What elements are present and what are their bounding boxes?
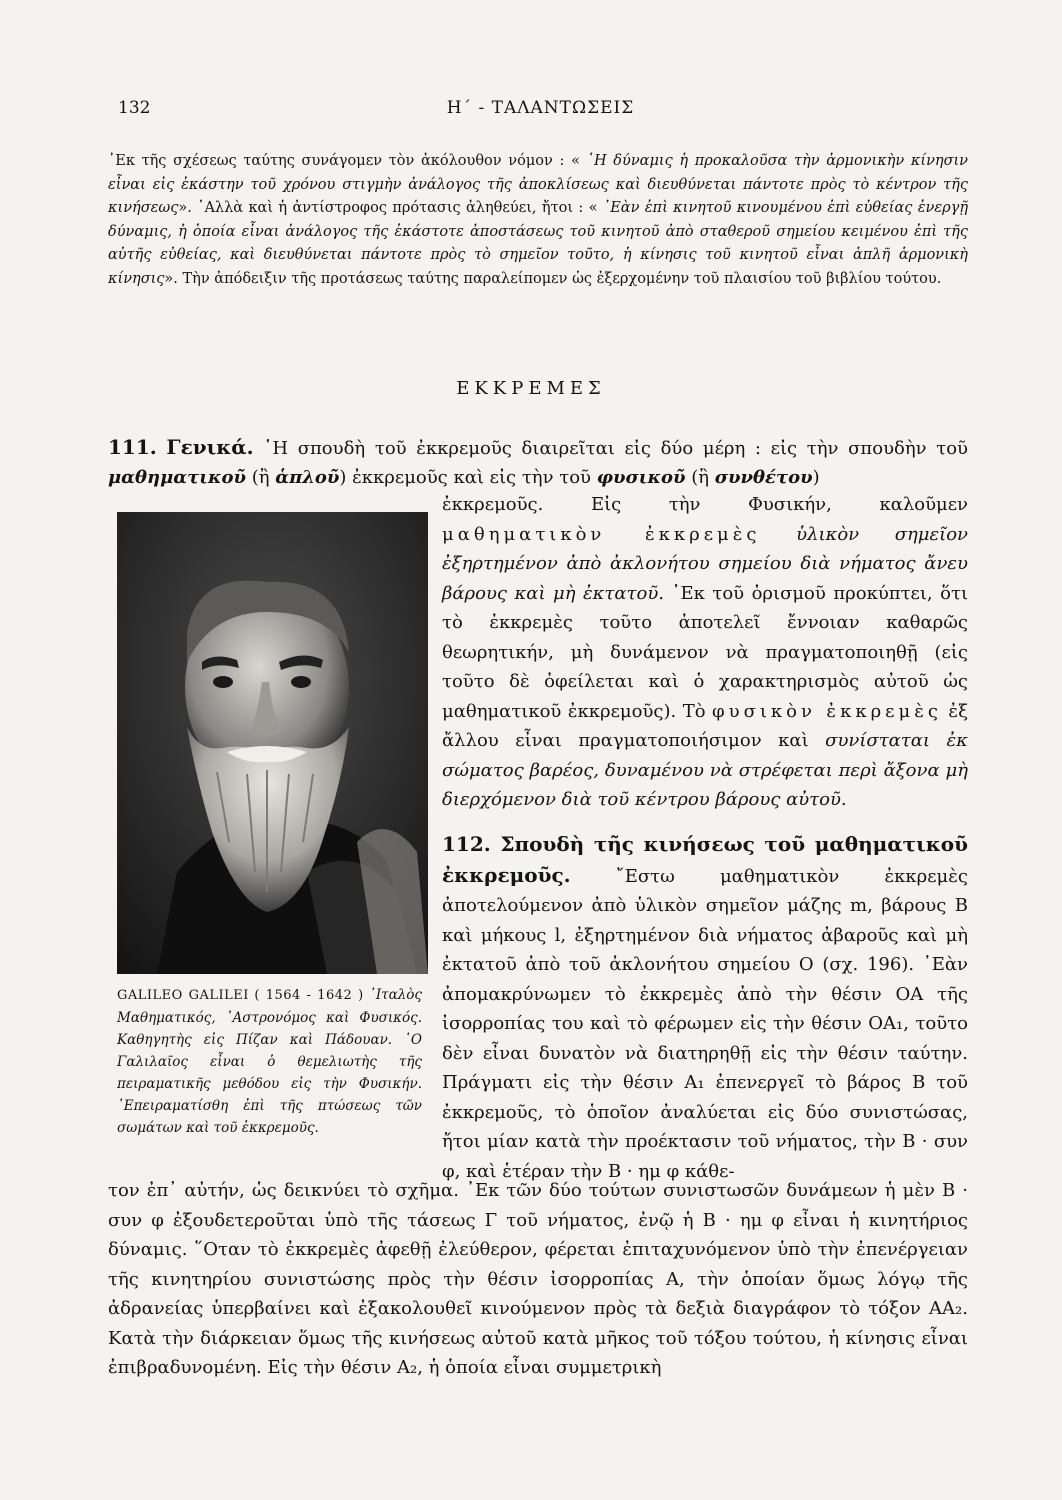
section-title: ΕΚΚΡΕΜΕΣ — [456, 378, 606, 399]
page-header — [118, 98, 963, 126]
portrait-image — [117, 512, 428, 974]
intro-paragraph — [108, 150, 968, 291]
section-111-body — [442, 490, 968, 815]
page-number: 132 — [118, 98, 151, 118]
section-112-body: ῎Εστω μαθηματικὸν ἐκκρεμὲς ἀποτελούμενον ἀπὸ ὑλικὸν σημεῖον μάζης m, βάρους Β καὶ μήκους l, ἐξηρτημένον διὰ νήματος ἀβαροῦς καὶ μὴ ἐκτατοῦ ἀπὸ τοῦ ἀκλονήτου σημείου Ο (σχ. 196). ᾿Εὰν ἀπομακρύνωμεν τὸ ἐκκρεμὲς ἀπὸ τὴν θέσιν ΟΑ τῆς ἰσορροπίας του καὶ τὸ φέρωμεν εἰς τὴν θέσιν ΟΑ₁, τοῦτο δὲν εἶναι δυνατὸν νὰ διατηρηθῇ εἰς τὴν θέσιν ταύτην. Πράγματι εἰς τὴν θέσιν Α₁ ἐπενεργεῖ τὸ βάρος Β τοῦ ἐκκρεμοῦς, τὸ ὁποῖον ἀναλύεται εἰς δύο συνιστώσας, ἤτοι μίαν κατὰ τὴν προέκτασιν τοῦ νήματος, τὴν Β · συν φ, καὶ ἑτέραν τὴν Β · ημ φ κάθε- — [442, 865, 968, 1182]
s111-spaced-2: φυσικὸν ἐκκρεμὲς — [712, 700, 942, 722]
s111-e2: ἁπλοῦ — [275, 467, 340, 488]
section-111-number: 111. — [108, 435, 157, 459]
galileo-portrait — [117, 512, 428, 974]
s111-t5: ) — [812, 467, 820, 488]
caption-years: ( 1564 - 1642 ) — [254, 988, 364, 1003]
section-112 — [442, 830, 968, 1186]
intro-end: ». Τὴν ἀπόδειξιν τῆς προτάσεως ταύτης παραλείπομεν ὡς ἐξερχομένην τοῦ πλαισίου τοῦ βιβλίου τούτου. — [164, 270, 942, 287]
bottom-paragraph: τον ἐπ᾿ αὐτήν, ὡς δεικνύει τὸ σχῆμα. ᾿Εκ τῶν δύο τούτων συνιστωσῶν δυνάμεων ἡ μὲν Β · συν φ ἐξουδετεροῦται ὑπὸ τῆς τάσεως Γ τοῦ νήματος, ἐνῷ ἡ Β · ημ φ εἶναι ἡ κινητήριος δύναμις. ῞Οταν τὸ ἐκκρεμὲς ἀφεθῇ ἐλεύθερον, φέρεται ἐπιταχυνόμενον ὑπὸ τὴν ἐπενέργειαν τῆς κινητηρίου συνιστώσης πρὸς τὴν θέσιν ἰσορροπίας Α, τὴν ὁποίαν ὅμως λόγῳ τῆς ἀδρανείας ὑπερβαίνει καὶ ἐξακολουθεῖ κινούμενον πρὸς τὰ δεξιὰ διαγράφον τὸ τόξον ΑΑ₂. Κατὰ τὴν διάρκειαν ὅμως τῆς κινήσεως αὐτοῦ κατὰ μῆκος τοῦ τόξου τούτου, ἡ κίνησις εἶναι ἐπιβραδυνομένη. Εἰς τὴν θέσιν Α₂, ἡ ὁποία εἶναι συμμετρικὴ — [108, 1180, 968, 1378]
section-112-heading: 112. Σπουδὴ τῆς κινήσεως τοῦ μαθηματικοῦ ἐκκρεμοῦς. — [442, 832, 968, 887]
portrait-caption — [117, 984, 422, 1139]
s111-e4: συνθέτου — [714, 467, 813, 488]
intro-law: ῾Η δύναμις ἡ προκαλοῦσα τὴν ἁρμονικὴν κίνησιν εἶναι εἰς ἑκάστην τοῦ χρόνου στιγμὴν ἀνάλογος τῆς ἀποκλίσεως καὶ διευθύνεται πάντοτε πρὸς τὸ κέντρον τῆς κινήσεως — [108, 153, 969, 216]
intro-converse: ᾿Εὰν ἐπὶ κινητοῦ κινουμένου ἐπὶ εὐθείας ἐνεργῇ δύναμις, ἡ ὁποία εἶναι ἀνάλογος τῆς ἑκάστοτε ἀποστάσεως τοῦ κινητοῦ ἀπὸ σταθεροῦ σημείου κειμένου ἐπὶ τῆς αὐτῆς εὐθείας, καὶ διευθύνεται πάντοτε πρὸς τὸ σημεῖον τοῦτο, ἡ κίνησις τοῦ κινητοῦ εἶναι ἁπλῆ ἁρμονικὴ κίνησις — [108, 200, 969, 287]
s111-r1: ἐκκρεμοῦς. Εἰς τὴν Φυσικήν, καλοῦμεν — [442, 494, 968, 515]
s111-def: ὑλικὸν σημεῖον ἐξηρτημένον ἀπὸ ἀκλονήτου σημείου διὰ νήματος ἄνευ βάρους καὶ μὴ ἐκτατοῦ. — [442, 523, 968, 604]
section-111-heading: Γενικά. — [166, 435, 254, 459]
s111-r3: ἐξ ἄλλου εἶναι πραγματοποιήσιμον καὶ — [442, 700, 968, 751]
s111-e1: μαθηματικοῦ — [108, 467, 246, 488]
s111-t2: (ἢ — [251, 467, 270, 488]
caption-body: ᾿Ιταλὸς Μαθηματικός, ᾿Αστρονόμος καὶ Φυσικός. Καθηγητὴς εἰς Πίζαν καὶ Πάδουαν. ῾Ο Γαλιλαῖος εἶναι ὁ θεμελιωτὴς τῆς πειραματικῆς μεθόδου εἰς τὴν Φυσικήν. ᾿Επειραματίσθη ἐπὶ τῆς πτώσεως τῶν σωμάτων καὶ τοῦ ἐκκρεμοῦς. — [117, 987, 422, 1136]
s111-t3: ) ἐκκρεμοῦς καὶ εἰς τὴν τοῦ — [339, 467, 591, 488]
s111-t4: (ἢ — [691, 467, 710, 488]
intro-mid: ». ᾿Αλλὰ καὶ ἡ ἀντίστροφος πρότασις ἀληθεύει, ἤτοι : « — [178, 200, 598, 216]
caption-name: GALILEO GALILEI — [117, 988, 249, 1003]
s111-r2: ᾿Εκ τοῦ ὁρισμοῦ προκύπτει, ὅτι τὸ ἐκκρεμὲς τοῦτο ἀποτελεῖ ἔννοιαν καθαρῶς θεωρητικήν, μὴ δυνάμενον νὰ πραγματοποιηθῇ (εἰς τοῦτο δὲ ὀφείλεται καὶ ὁ χαρακτηρισμὸς αὐτοῦ ὡς μαθηματικοῦ ἐκκρεμοῦς). Τὸ — [442, 582, 968, 722]
s111-t1: ῾Η σπουδὴ τοῦ ἐκκρεμοῦς διαιρεῖται εἰς δύο μέρη : εἰς τὴν σπουδὴν τοῦ — [263, 438, 968, 459]
running-title: Η΄ - ΤΑΛΑΝΤΩΣΕΙΣ — [446, 98, 635, 118]
s111-spaced-1: μαθηματικὸν ἐκκρεμὲς — [442, 523, 761, 545]
intro-text: ᾿Εκ τῆς σχέσεως ταύτης συνάγομεν τὸν ἀκόλουθον νόμον : « — [108, 153, 580, 169]
section-111-lead — [108, 433, 968, 492]
s111-e3: φυσικοῦ — [596, 467, 686, 488]
section-112-continued — [108, 1176, 968, 1383]
s111-def-2: συνίσταται ἐκ σώματος βαρέος, δυναμένου νὰ στρέφεται περὶ ἄξονα μὴ διερχόμενον διὰ τοῦ κέντρου βάρους αὐτοῦ. — [442, 730, 968, 810]
